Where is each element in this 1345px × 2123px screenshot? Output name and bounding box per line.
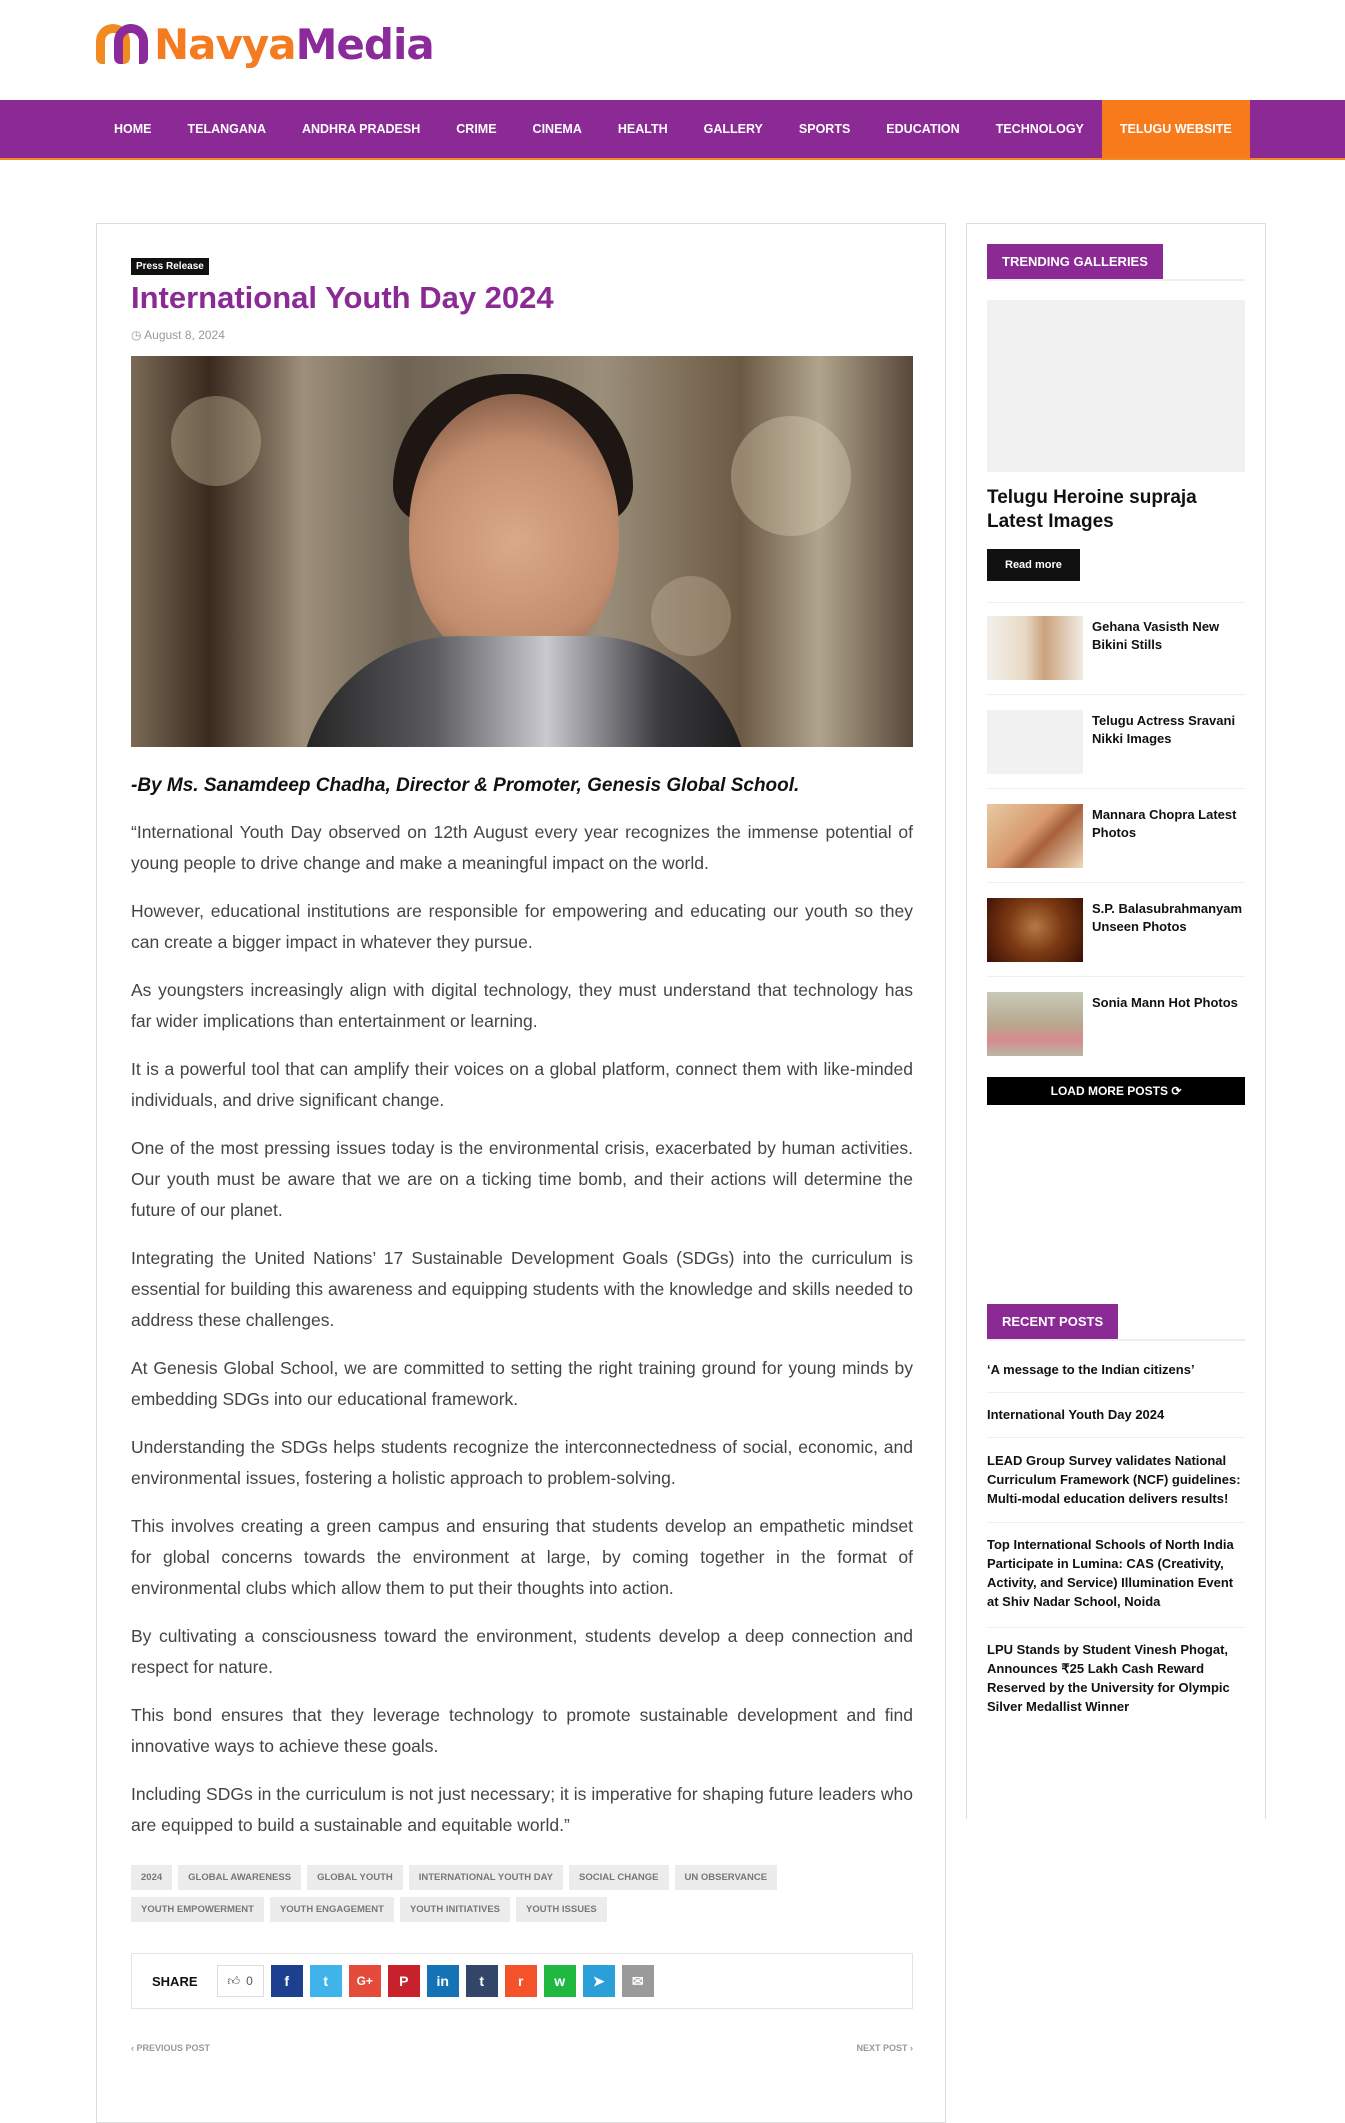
tag-link[interactable]: YOUTH ISSUES [516, 1897, 607, 1922]
recent-post-link[interactable]: International Youth Day 2024 [987, 1407, 1165, 1422]
previous-post-link[interactable]: ‹ PREVIOUS POST [131, 2043, 211, 2053]
article-paragraph: It is a powerful tool that can amplify their voices on a global platform, connect them with like-minded individuals, and drive significant change. [131, 1059, 913, 1110]
article-paragraph: Integrating the United Nations’ 17 Sustainable Development Goals (SDGs) into the curriculum is essential for building this awareness and equipping students with the knowledge and skills needed to address these challenges. [131, 1248, 913, 1330]
nav-andhra-pradesh[interactable]: ANDHRA PRADESH [301, 122, 421, 136]
load-more-label: LOAD MORE POSTS [1050, 1084, 1168, 1098]
nav-gallery[interactable]: GALLERY [703, 122, 763, 136]
gallery-item-title[interactable]: Mannara Chopra Latest Photos [1092, 807, 1237, 840]
gallery-thumbnail [987, 616, 1083, 680]
gallery-item[interactable] [987, 804, 1245, 868]
gallery-item[interactable] [987, 616, 1245, 680]
logo-text-navya: Navya [154, 19, 296, 69]
google-plus-icon[interactable]: G+ [349, 1965, 381, 1997]
clock-icon: ◷ [131, 328, 142, 342]
article-paragraph: Including SDGs in the curriculum is not just necessary; it is imperative for shaping future leaders who are equipped to build a sustainable and equitable world.” [131, 1784, 913, 1835]
reddit-icon[interactable]: r [505, 1965, 537, 1997]
nav-education[interactable]: EDUCATION [886, 122, 960, 136]
article-paragraph: At Genesis Global School, we are committed to setting the right training ground for young minds by embedding SDGs into our educational framework. [131, 1358, 913, 1409]
tag-link[interactable]: SOCIAL CHANGE [569, 1865, 669, 1890]
recent-posts-heading [987, 1304, 1245, 1341]
site-logo[interactable] [96, 18, 434, 70]
share-label: SHARE [152, 1973, 198, 1989]
sidebar [966, 223, 1266, 1819]
whatsapp-icon[interactable]: w [544, 1965, 576, 1997]
article-date [131, 328, 225, 342]
read-more-button[interactable]: Read more [987, 549, 1080, 581]
gallery-item[interactable] [987, 710, 1245, 774]
nav-health[interactable]: HEALTH [617, 122, 668, 136]
gallery-item-title[interactable]: Telugu Actress Sravani Nikki Images [1092, 713, 1236, 746]
trending-galleries-label: TRENDING GALLERIES [987, 244, 1163, 279]
refresh-icon: ⟳ [1171, 1084, 1182, 1098]
linkedin-icon[interactable]: in [427, 1965, 459, 1997]
gallery-item-title[interactable]: S.P. Balasubrahmanyam Unseen Photos [1092, 901, 1243, 934]
gallery-item-title[interactable]: Gehana Vasisth New Bikini Stills [1092, 619, 1220, 652]
share-bar [131, 1953, 913, 2009]
tag-list [131, 1865, 913, 1922]
main-nav [0, 100, 1345, 160]
load-more-button[interactable] [987, 1077, 1245, 1105]
article-paragraph: One of the most pressing issues today is the environmental crisis, exacerbated by human activities. Our youth must be aware that we are on a ticking time bomb, and their actions will determine the future of our planet. [131, 1138, 913, 1220]
site-header [0, 0, 1345, 100]
featured-gallery-image[interactable] [987, 300, 1245, 472]
article-paragraph: Understanding the SDGs helps students recognize the interconnectedness of social, economic, and environmental issues, fostering a holistic approach to problem-solving. [131, 1437, 913, 1488]
article-byline: -By Ms. Sanamdeep Chadha, Director & Promoter, Genesis Global School. [131, 775, 800, 796]
tag-link[interactable]: UN OBSERVANCE [675, 1865, 778, 1890]
divider [987, 1437, 1245, 1438]
divider [987, 788, 1245, 789]
article-paragraph: However, educational institutions are responsible for empowering and educating our youth so they can create a bigger impact in whatever they pursue. [131, 901, 913, 952]
divider [987, 694, 1245, 695]
pinterest-icon[interactable]: P [388, 1965, 420, 1997]
divider [987, 976, 1245, 977]
article-paragraph: This bond ensures that they leverage technology to promote sustainable development and find innovative ways to achieve these goals. [131, 1705, 913, 1756]
article-date-text: August 8, 2024 [144, 328, 225, 342]
tag-link[interactable]: 2024 [131, 1865, 172, 1890]
nav-sports[interactable]: SPORTS [798, 122, 851, 136]
article-paragraph: “International Youth Day observed on 12th August every year recognizes the immense potential of young people to drive change and make a meaningful impact on the world. [131, 822, 913, 873]
tag-link[interactable]: YOUTH INITIATIVES [400, 1897, 510, 1922]
article-title: International Youth Day 2024 [131, 280, 554, 315]
recent-posts-label: RECENT POSTS [987, 1304, 1118, 1339]
like-count: 0 [246, 1974, 253, 1988]
trending-galleries-heading [987, 244, 1245, 281]
tumblr-icon[interactable]: t [466, 1965, 498, 1997]
email-icon[interactable]: ✉ [622, 1965, 654, 1997]
gallery-thumbnail [987, 710, 1083, 774]
article-body [131, 817, 913, 1858]
divider [987, 1522, 1245, 1523]
telegram-icon[interactable]: ➤ [583, 1965, 615, 1997]
tag-link[interactable]: GLOBAL YOUTH [307, 1865, 403, 1890]
divider [987, 1627, 1245, 1628]
nav-technology[interactable]: TECHNOLOGY [995, 122, 1084, 136]
article-paragraph: This involves creating a green campus and ensuring that students develop an empathetic mindset for global concerns towards the environment at large, by coming together in the format of environmental clubs which allow them to put their thoughts into action. [131, 1516, 913, 1598]
article-container [96, 223, 946, 2123]
tag-link[interactable]: INTERNATIONAL YOUTH DAY [409, 1865, 563, 1890]
category-badge[interactable]: Press Release [131, 258, 209, 275]
gallery-thumbnail [987, 804, 1083, 868]
recent-post-link[interactable]: LPU Stands by Student Vinesh Phogat, Announces ₹25 Lakh Cash Reward Reserved by the University for Olympic Silver Medallist Winner [987, 1642, 1230, 1714]
gallery-item[interactable] [987, 898, 1245, 962]
nav-cinema[interactable]: CINEMA [532, 122, 582, 136]
divider [987, 882, 1245, 883]
gallery-item[interactable] [987, 992, 1245, 1056]
nav-home[interactable]: HOME [114, 122, 152, 136]
like-button[interactable] [217, 1965, 264, 1997]
article-paragraph: As youngsters increasingly align with digital technology, they must understand that technology has far wider implications than entertainment or learning. [131, 980, 913, 1031]
logo-text [154, 20, 434, 69]
nav-telangana[interactable]: TELANGANA [187, 122, 266, 136]
facebook-icon[interactable]: f [271, 1965, 303, 1997]
twitter-icon[interactable]: t [310, 1965, 342, 1997]
next-post-link[interactable]: NEXT POST › [856, 2043, 913, 2053]
recent-post-link[interactable]: LEAD Group Survey validates National Curriculum Framework (NCF) guidelines: Multi-modal education delivers results! [987, 1453, 1241, 1506]
gallery-item-title[interactable]: Sonia Mann Hot Photos [1092, 995, 1238, 1010]
divider [987, 1392, 1245, 1393]
gallery-thumbnail [987, 898, 1083, 962]
article-paragraph: By cultivating a consciousness toward the environment, students develop a deep connection and respect for nature. [131, 1626, 913, 1677]
tag-link[interactable]: YOUTH EMPOWERMENT [131, 1897, 264, 1922]
nav-crime[interactable]: CRIME [456, 122, 497, 136]
divider [987, 602, 1245, 603]
tag-link[interactable]: YOUTH ENGAGEMENT [270, 1897, 394, 1922]
recent-post-link[interactable]: Top International Schools of North India Participate in Lumina: CAS (Creativity, Activity, and Service) Illumination Event at Shiv Nadar School, Noida [987, 1537, 1234, 1609]
logo-text-media: Media [295, 19, 434, 69]
featured-gallery-title[interactable]: Telugu Heroine supraja Latest Images [987, 487, 1197, 532]
thumbs-up-icon: 👍︎ [227, 1973, 241, 1988]
recent-post-link[interactable]: ‘A message to the Indian citizens’ [987, 1362, 1195, 1377]
logo-mark-icon [96, 18, 152, 70]
tag-link[interactable]: GLOBAL AWARENESS [178, 1865, 301, 1890]
gallery-thumbnail [987, 992, 1083, 1056]
nav-telugu-website[interactable]: TELUGU WEBSITE [1102, 100, 1250, 158]
article-hero-image [131, 356, 913, 747]
